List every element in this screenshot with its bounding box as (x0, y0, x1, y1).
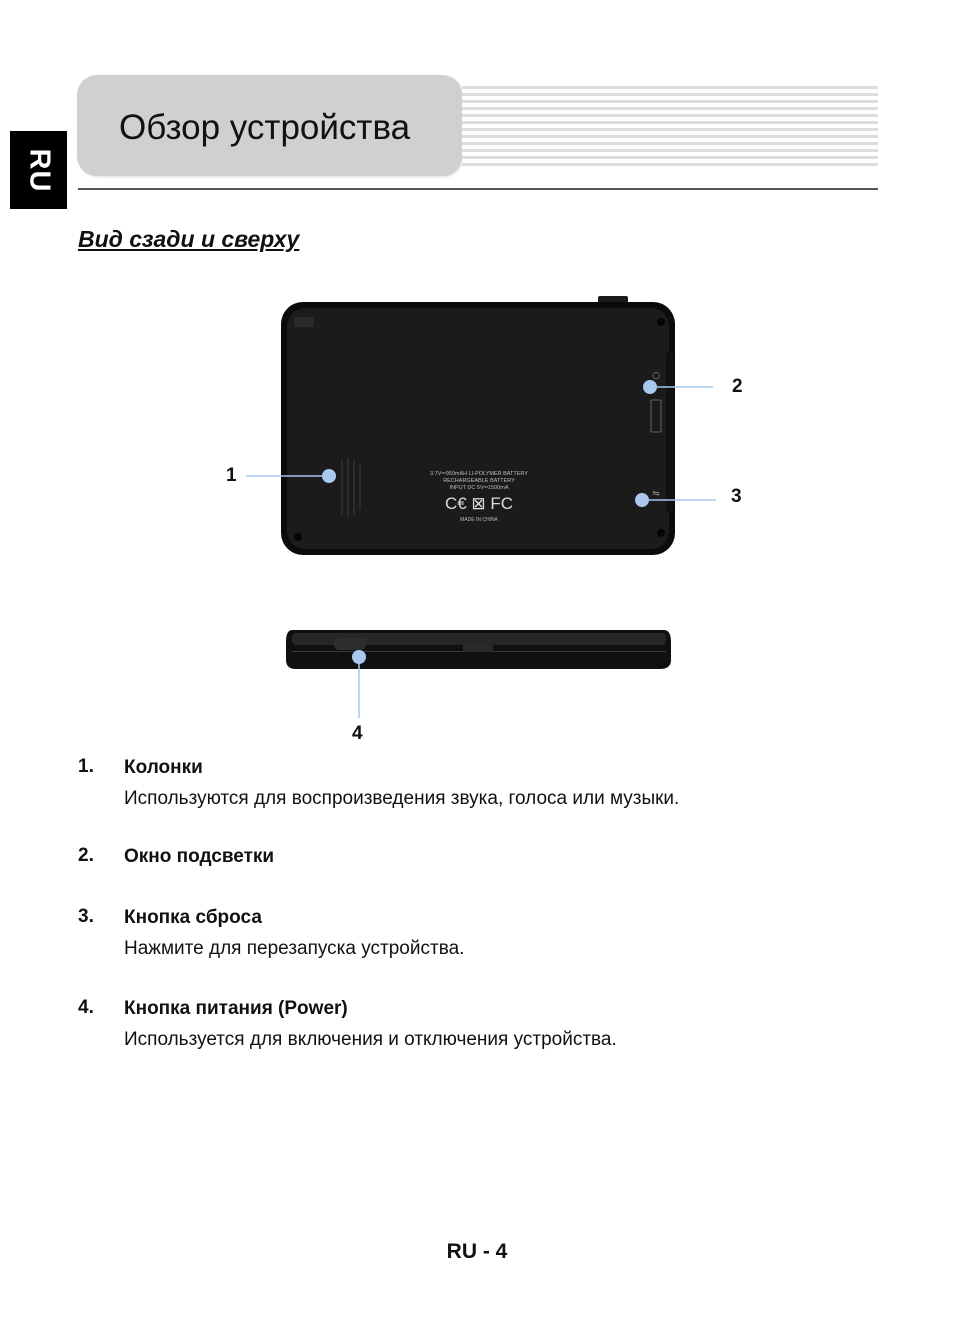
screw-bottom-right (657, 529, 665, 537)
callout-1: 1 (226, 465, 237, 486)
list-item-title: Кнопка питания (Power) (124, 998, 348, 1019)
marker-2 (643, 380, 657, 394)
label-origin: MADE IN CHINA (460, 517, 498, 523)
marker-1 (322, 469, 336, 483)
language-tab-label: RU (22, 148, 55, 192)
screw-bottom-left (294, 533, 302, 541)
list-item-number: 3. (78, 906, 94, 927)
callout-4: 4 (352, 723, 363, 744)
label-battery: 3.7V⎓950mAH LI-POLYMER BATTERY (430, 471, 528, 477)
marker-4 (352, 650, 366, 664)
label-rechargeable: RECHARGEABLE BATTERY (443, 478, 515, 484)
power-button (334, 638, 366, 650)
device-top-view (286, 630, 671, 669)
list-item (78, 906, 878, 961)
label-input: INPUT DC 5V⎓1500mA (449, 485, 509, 491)
list-item-title: Колонки (124, 757, 203, 778)
callout-2: 2 (732, 376, 743, 397)
list-item (78, 997, 878, 1052)
list-item-number: 2. (78, 845, 94, 866)
list-item-number: 1. (78, 756, 94, 777)
usb-icon: ⇋ (652, 489, 660, 499)
list-item (78, 756, 878, 811)
list-item-number: 4. (78, 997, 94, 1018)
top-slot (463, 645, 493, 652)
device-back-view (281, 296, 675, 555)
section-subtitle: Вид сзади и сверху (78, 226, 300, 252)
camera-grille (294, 317, 314, 327)
list-item-description: Нажмите для перезапуска устройства. (124, 938, 465, 959)
backlight-icon: ○ (652, 371, 660, 381)
list-item (78, 845, 878, 869)
callout-3: 3 (731, 486, 742, 507)
label-cert-marks: C€ ⊠ FC (444, 494, 514, 513)
side-edge (666, 352, 674, 512)
component-list (78, 756, 878, 1082)
screw-top-right (657, 318, 665, 326)
list-item-title: Окно подсветки (124, 846, 275, 867)
marker-3 (635, 493, 649, 507)
list-item-description: Используются для воспроизведения звука, голоса или музыки. (124, 788, 680, 809)
list-item-title: Кнопка сброса (124, 907, 262, 928)
page-title: Обзор устройства (119, 108, 411, 147)
list-item-description: Используется для включения и отключения устройства. (124, 1029, 617, 1050)
page-number: RU - 4 (446, 1240, 508, 1263)
